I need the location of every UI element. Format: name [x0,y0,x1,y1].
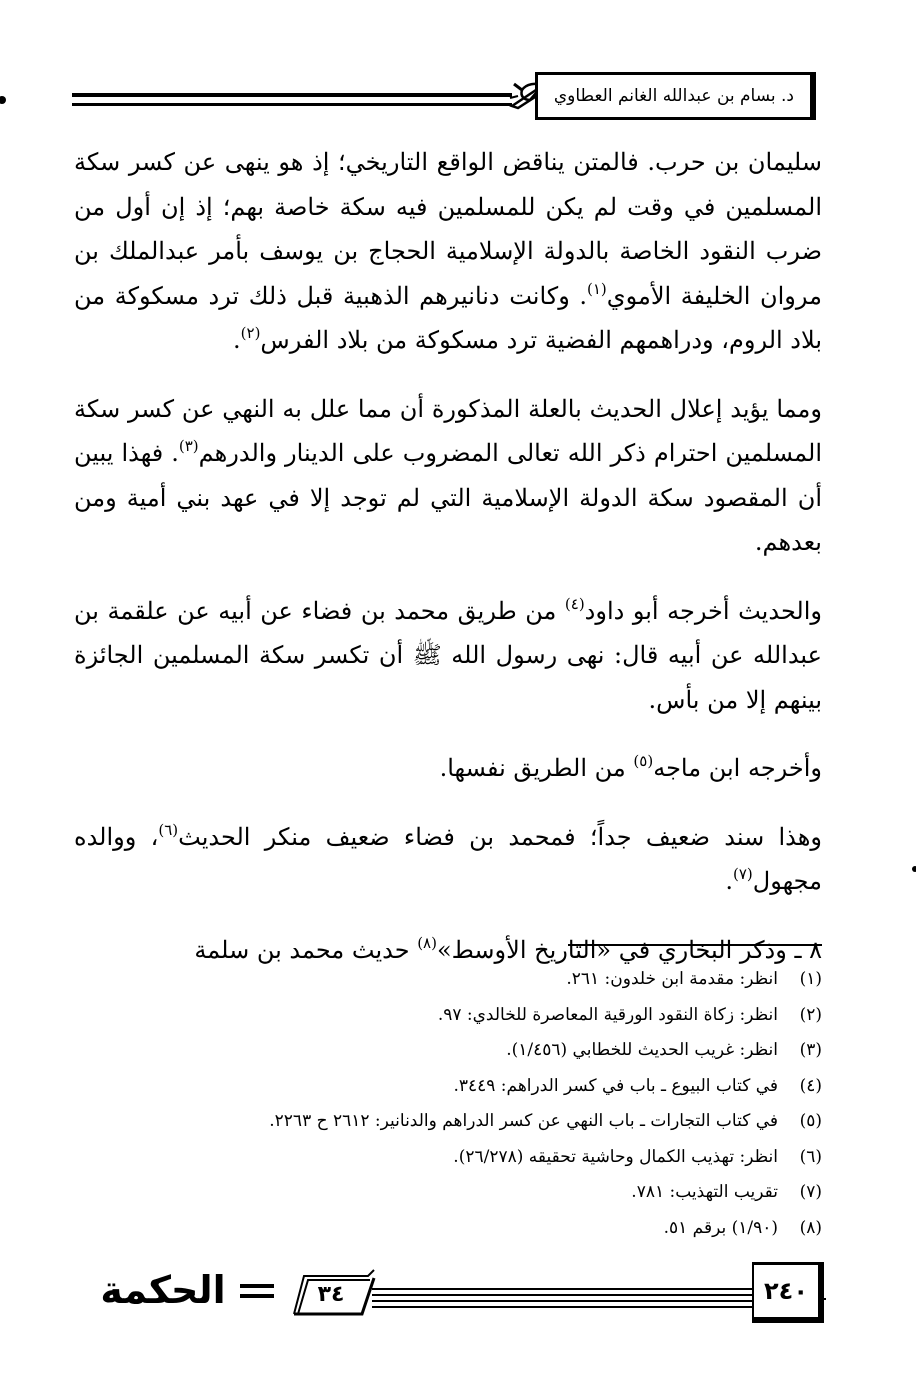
footnote-number: (١) [799,969,822,989]
left-edge-mark [0,96,6,104]
footer-rule-3 [372,1300,754,1302]
footnote-text: في كتاب التجارات ـ باب النهي عن كسر الدراهم والدنانير: ٢٦١٢ ح ٢٢٦٣. [269,1111,778,1131]
footnote-text: انظر: تهذيب الكمال وحاشية تحقيقه (٢٦/٢٧٨). [453,1146,778,1167]
footnote-item [62,1104,822,1140]
footnote-ref-1[interactable]: (١) [587,279,607,298]
footnote-number: (٥) [799,1111,822,1131]
footnote-ref-3[interactable]: (٣) [178,437,199,455]
paragraph-5: وهذا سند ضعيف جداً؛ فمحمد بن فضاء ضعيف منكر الحديث$^{(٦)}$، ووالده مجهول$^{(٧)}$. [74,820,822,895]
footnote-text: تقريب التهذيب: ٧٨١. [631,1182,778,1202]
footnote-number: (٤) [799,1075,822,1096]
footnote-item [62,998,822,1034]
paragraph-6: ٨ ـ وذكر البخاري في «التاريخ الأوسط»$^{(٨)}$ حديث محمد بن سلمة [194,933,822,964]
footnote-text: انظر: مقدمة ابن خلدون: ٢٦١. [566,969,778,989]
footer-rule-1 [372,1288,754,1290]
header-rule-top [72,93,512,97]
footnote-separator [568,944,822,946]
footer-rule-2 [372,1294,754,1296]
footnote-number: (٧) [799,1182,822,1202]
header-rule-bottom [72,103,512,106]
footnote-number: (٣) [799,1040,822,1060]
journal-logo-text: الحكمة [100,1268,226,1312]
journal-logo [96,1262,230,1318]
footnote-text: انظر: غريب الحديث للخطابي (١/٤٥٦). [506,1040,778,1060]
footnote-item [62,1033,822,1069]
footnote-ref-2[interactable]: (٢) [240,324,261,342]
footnote-text: في كتاب البيوع ـ باب في كسر الدراهم: ٣٤٤٩. [453,1075,778,1096]
issue-number: ٣٤ [317,1281,345,1307]
footnote-number: (٨) [799,1217,822,1238]
footnote-item [62,1175,822,1211]
page-number: ٢٤٠ [764,1277,808,1305]
paragraph-4: وأخرجه ابن ماجه$^{(٥)}$ من الطريق نفسها. [439,752,822,782]
footnote-text: (١/٩٠) برقم ٥١. [663,1217,778,1238]
footer-rule-4 [372,1306,754,1308]
footnote-ref-7[interactable]: (٧) [732,865,753,883]
paragraph-2: ومما يؤيد إعلال الحديث بالعلة المذكورة أن مما علل به النهي عن كسر سكة المسلمين احترام ذكر الله تعالى المضروب على الدينار والدرهم$^{(٣)}$. فهذا يبين أن المقصود سكة الدولة الإسلامية التي لم توجد إلا في عهد بني أمية ومن بعدهم. [74,394,822,556]
footnotes-list [62,962,822,1246]
page-number-box [752,1262,824,1323]
footnote-number: (٢) [799,1004,822,1025]
footnote-item [62,962,822,998]
paragraph-1: سليمان بن حرب. فالمتن يناقض الواقع التاريخي؛ إذ هو ينهى عن كسر سكة المسلمين في وقت لم يكن للمسلمين فيه سكة خاصة بهم؛ إذ إن أول من ضرب النقود الخاصة بالدولة الإسلامية الحجاج بن يوسف بأمر عبدالملك بن مروان الخليفة الأموي$^{(١)}$. وكانت دنانيرهم الذهبية قبل ذلك ترد مسكوكة من بلاد الروم، ودراهمهم الفضية ترد مسكوكة من بلاد الفرس$^{(٢)}$. [74,148,822,354]
footnote-ref-5[interactable]: (٥) [633,752,654,770]
footnote-item [62,1069,822,1105]
footnote-text: انظر: زكاة النقود الورقية المعاصرة للخالدي: ٩٧. [437,1004,778,1025]
footnote-ref-4[interactable]: (٤) [564,594,585,613]
footnote-ref-8[interactable]: (٨) [417,933,437,952]
footnote-item [62,1140,822,1176]
author-running-header [535,72,816,120]
footnote-item [62,1211,822,1247]
equals-divider [240,1284,274,1304]
right-edge-mark [912,866,916,872]
article-body [74,140,822,996]
footnote-number: (٦) [799,1146,822,1167]
paragraph-3: والحديث أخرجه أبو داود$^{(٤)}$ من طريق محمد بن فضاء عن أبيه عن علقمة بن عبدالله عن أبيه قال: نهى رسول الله ﷺ أن تكسر سكة المسلمين الجائزة بينهم إلا من بأس. [74,594,823,714]
author-name: د. بسام بن عبدالله الغانم العطاوي [553,86,794,106]
footnote-ref-6[interactable]: (٦) [158,820,179,839]
